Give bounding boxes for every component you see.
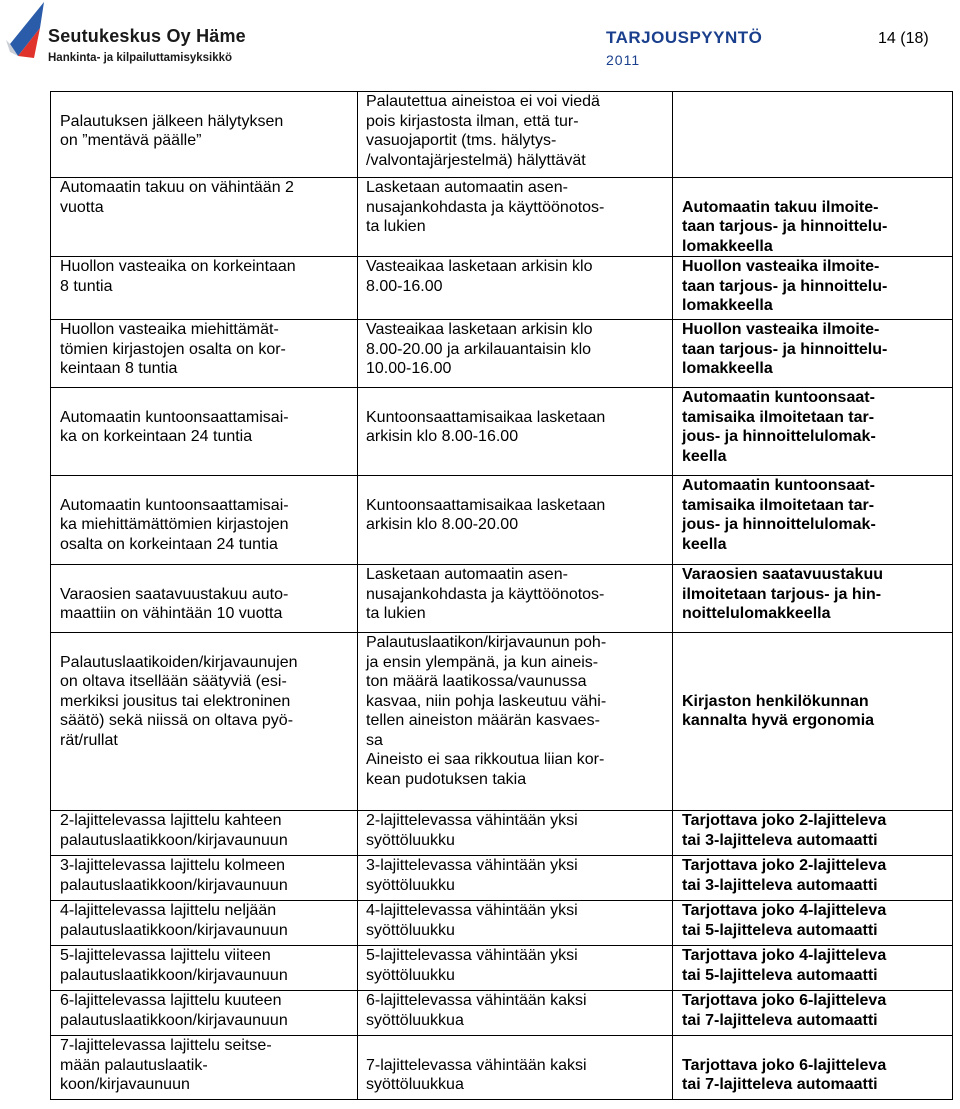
table-row	[51, 991, 953, 1036]
table-row	[51, 92, 953, 178]
requirement-cell: Automaatin takuu on vähintään 2 vuotta	[51, 178, 358, 257]
requirement-cell: Palautuksen jälkeen hälytyksen on ”mentävä päälle”	[51, 92, 358, 178]
requirements-table	[50, 91, 953, 1100]
table-row	[51, 178, 953, 257]
detail-cell: Palautettua aineistoa ei voi viedä pois kirjastosta ilman, että tur- vasuojaportit (tms. hälytys- /valvontajärjestelmä) hälyttävät	[358, 92, 673, 178]
detail-cell: 2-lajittelevassa vähintään yksi syöttöluukku	[358, 811, 673, 856]
table-row	[51, 565, 953, 633]
detail-cell: 6-lajittelevassa vähintään kaksi syöttöluukkua	[358, 991, 673, 1036]
document-year: 2011	[606, 52, 641, 68]
response-cell: Tarjottava joko 4-lajitteleva tai 5-lajitteleva automaatti	[673, 946, 953, 991]
detail-cell: Kuntoonsaattamisaikaa lasketaan arkisin klo 8.00-20.00	[358, 476, 673, 565]
company-name: Seutukeskus Oy Häme	[48, 26, 246, 46]
detail-cell: Kuntoonsaattamisaikaa lasketaan arkisin klo 8.00-16.00	[358, 388, 673, 476]
document-title: TARJOUSPYYNTÖ	[606, 28, 763, 47]
page-header	[0, 0, 960, 80]
detail-cell: 7-lajittelevassa vähintään kaksi syöttöluukkua	[358, 1036, 673, 1100]
table-row	[51, 257, 953, 320]
requirement-cell: Huollon vasteaika miehittämät- tömien kirjastojen osalta on kor- keintaan 8 tuntia	[51, 320, 358, 388]
company-logo-icon	[4, 0, 50, 64]
requirement-cell: Automaatin kuntoonsaattamisai- ka on korkeintaan 24 tuntia	[51, 388, 358, 476]
response-cell: Automaatin kuntoonsaat- tamisaika ilmoitetaan tar- jous- ja hinnoittelulomak- keella	[673, 388, 953, 476]
table-row	[51, 633, 953, 811]
response-cell: Tarjottava joko 2-lajitteleva tai 3-lajitteleva automaatti	[673, 856, 953, 901]
detail-cell: 5-lajittelevassa vähintään yksi syöttöluukku	[358, 946, 673, 991]
detail-cell: Lasketaan automaatin asen- nusajankohdasta ja käyttöönotos- ta lukien	[358, 178, 673, 257]
table-row	[51, 1036, 953, 1100]
table-row	[51, 320, 953, 388]
detail-cell: Lasketaan automaatin asen- nusajankohdasta ja käyttöönotos- ta lukien	[358, 565, 673, 633]
requirement-cell: 4-lajittelevassa lajittelu neljään palautuslaatikkoon/kirjavaunuun	[51, 901, 358, 946]
requirement-cell: 7-lajittelevassa lajittelu seitse- mään palautuslaatik- koon/kirjavaunuun	[51, 1036, 358, 1100]
requirement-cell: 5-lajittelevassa lajittelu viiteen palautuslaatikkoon/kirjavaunuun	[51, 946, 358, 991]
requirement-cell: Huollon vasteaika on korkeintaan 8 tuntia	[51, 257, 358, 320]
table-row	[51, 388, 953, 476]
table-row	[51, 811, 953, 856]
response-cell	[673, 92, 953, 178]
requirement-cell: 6-lajittelevassa lajittelu kuuteen palautuslaatikkoon/kirjavaunuun	[51, 991, 358, 1036]
detail-cell: Palautuslaatikon/kirjavaunun poh- ja ensin ylempänä, ja kun aineis- ton määrä laatikossa/vaunussa kasvaa, niin pohja laskeutuu vähi- tellen aineiston määrän kasvaes- sa Aineisto ei saa rikkoutua liian kor- kean pudotuksen takia	[358, 633, 673, 811]
detail-cell: 3-lajittelevassa vähintään yksi syöttöluukku	[358, 856, 673, 901]
response-cell: Huollon vasteaika ilmoite- taan tarjous- ja hinnoittelu- lomakkeella	[673, 257, 953, 320]
requirement-cell: 3-lajittelevassa lajittelu kolmeen palautuslaatikkoon/kirjavaunuun	[51, 856, 358, 901]
response-cell: Tarjottava joko 2-lajitteleva tai 3-lajitteleva automaatti	[673, 811, 953, 856]
requirement-cell: 2-lajittelevassa lajittelu kahteen palautuslaatikkoon/kirjavaunuun	[51, 811, 358, 856]
table-row	[51, 901, 953, 946]
response-cell: Kirjaston henkilökunnan kannalta hyvä ergonomia	[673, 633, 953, 811]
detail-cell: Vasteaikaa lasketaan arkisin klo 8.00-16.00	[358, 257, 673, 320]
requirement-cell: Varaosien saatavuustakuu auto- maattiin on vähintään 10 vuotta	[51, 565, 358, 633]
table-row	[51, 856, 953, 901]
response-cell: Tarjottava joko 4-lajitteleva tai 5-lajitteleva automaatti	[673, 901, 953, 946]
requirement-cell: Palautuslaatikoiden/kirjavaunujen on oltava itsellään säätyviä (esi- merkiksi jousitus tai elektroninen säätö) sekä niissä on oltava pyö- rät/rullat	[51, 633, 358, 811]
response-cell: Tarjottava joko 6-lajitteleva tai 7-lajitteleva automaatti	[673, 1036, 953, 1100]
response-cell: Varaosien saatavuustakuu ilmoitetaan tarjous- ja hin- noittelulomakkeella	[673, 565, 953, 633]
detail-cell: Vasteaikaa lasketaan arkisin klo 8.00-20.00 ja arkilauantaisin klo 10.00-16.00	[358, 320, 673, 388]
response-cell: Huollon vasteaika ilmoite- taan tarjous- ja hinnoittelu- lomakkeella	[673, 320, 953, 388]
table-row	[51, 946, 953, 991]
table-row	[51, 476, 953, 565]
detail-cell: 4-lajittelevassa vähintään yksi syöttöluukku	[358, 901, 673, 946]
response-cell: Automaatin kuntoonsaat- tamisaika ilmoitetaan tar- jous- ja hinnoittelulomak- keella	[673, 476, 953, 565]
response-cell: Automaatin takuu ilmoite- taan tarjous- ja hinnoittelu- lomakkeella	[673, 178, 953, 257]
requirement-cell: Automaatin kuntoonsaattamisai- ka miehittämättömien kirjastojen osalta on korkeintaan 24 tuntia	[51, 476, 358, 565]
response-cell: Tarjottava joko 6-lajitteleva tai 7-lajitteleva automaatti	[673, 991, 953, 1036]
page-number: 14 (18)	[878, 30, 929, 47]
company-unit: Hankinta- ja kilpailuttamisyksikkö	[48, 52, 233, 64]
